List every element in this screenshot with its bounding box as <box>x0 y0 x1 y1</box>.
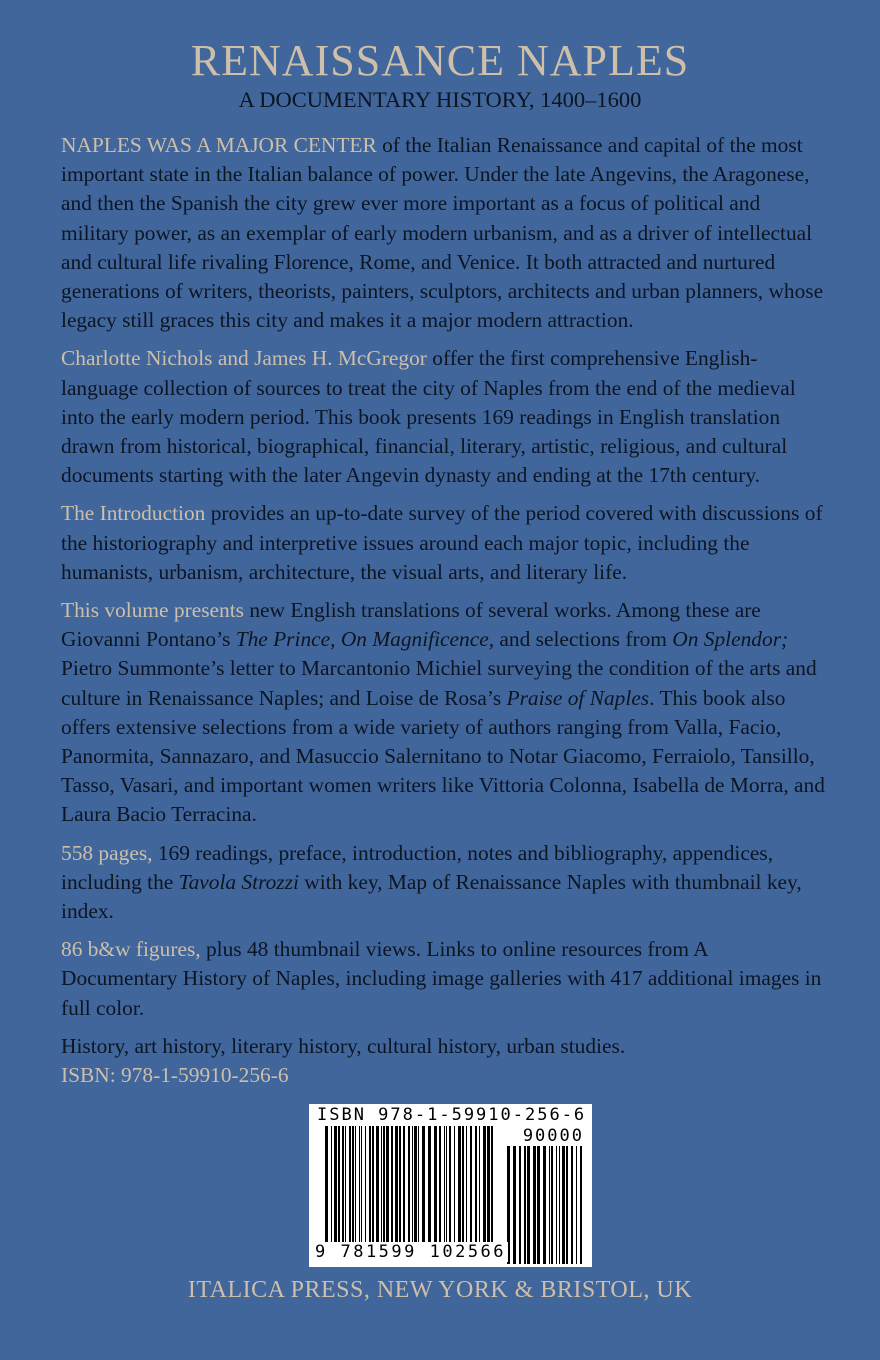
barcode-bar <box>434 1126 437 1246</box>
barcode-bar <box>566 1146 568 1264</box>
barcode-bar <box>551 1146 553 1264</box>
barcode-bar <box>562 1146 565 1264</box>
paragraph-volume <box>61 596 825 830</box>
paragraph-text: and selections from <box>494 627 673 652</box>
book-title: RENAISSANCE NAPLES <box>190 36 690 85</box>
barcode-bar <box>325 1126 328 1246</box>
barcode-bar <box>576 1146 577 1264</box>
barcode-bar <box>483 1126 486 1246</box>
work-title: The Prince, On Magnificence, <box>235 627 495 652</box>
barcode-bar <box>446 1126 447 1246</box>
barcode-bar <box>475 1126 477 1246</box>
barcode-bar <box>349 1126 351 1246</box>
barcode-bar <box>334 1126 337 1246</box>
barcode-bar <box>487 1126 490 1246</box>
lead-phrase: This volume presents <box>61 598 244 623</box>
lead-phrase: The Introduction <box>61 501 206 526</box>
barcode-digits: 9 781599 102566 <box>315 1242 507 1262</box>
paragraph-figures <box>61 935 825 1023</box>
barcode-addon-bars <box>507 1146 585 1264</box>
barcode-bar <box>580 1146 582 1264</box>
barcode-bar <box>414 1126 417 1246</box>
barcode-bar <box>369 1126 371 1246</box>
barcode-bar <box>391 1126 393 1246</box>
paragraph-introduction <box>61 499 825 587</box>
barcode-bar <box>571 1146 573 1264</box>
barcode-bar <box>454 1126 455 1246</box>
barcode-bar <box>524 1146 526 1264</box>
barcode-bar <box>470 1126 472 1246</box>
barcode-bar <box>519 1146 521 1264</box>
barcode-bar <box>428 1126 431 1246</box>
barcode-bar <box>331 1126 332 1246</box>
paragraph-text: History, art history, literary history, cultural history, urban studies. <box>61 1033 626 1058</box>
barcode-bar <box>338 1126 340 1246</box>
barcode-price-code: 90000 <box>522 1126 584 1146</box>
barcode-bar <box>462 1126 464 1246</box>
barcode-bar <box>386 1126 389 1246</box>
barcode-bar <box>412 1126 413 1246</box>
barcode-bar <box>559 1146 560 1264</box>
work-title: Praise of Naples <box>506 685 650 710</box>
barcode-bar <box>359 1126 360 1246</box>
lead-phrase: 558 pages, <box>61 840 153 865</box>
barcode-bar <box>361 1126 362 1246</box>
barcode-bar <box>345 1126 346 1246</box>
paragraph-text: plus 48 thumbnail views. Links to online resources from A Documentary History of Naples, including image galleries with 417 additional images in full color. <box>61 937 822 1020</box>
blurb-body <box>61 131 825 1099</box>
barcode-bar <box>342 1126 344 1246</box>
barcode-bar <box>422 1126 425 1246</box>
paragraph-text: offer the first comprehensive English-language collection of sources to treat the city of Naples from the end of the medieval into the early modern period. This book presents 169 readings in English translation drawn from historical, biographical, financial, literary, artistic, religious, and cultural documents starting with the later Angevin dynasty and ending at the 17th century. <box>61 346 796 488</box>
barcode-bar <box>399 1126 401 1246</box>
publisher-imprint: ITALICA PRESS, NEW YORK & BRISTOL, UK <box>187 1277 693 1303</box>
barcode-bar <box>408 1126 410 1246</box>
barcode-bar <box>466 1126 467 1246</box>
barcode-bar <box>372 1126 374 1246</box>
barcode-bar <box>418 1126 419 1246</box>
lead-phrase: NAPLES WAS A MAJOR CENTER <box>61 133 377 157</box>
barcode-bar <box>381 1126 382 1246</box>
paragraph-subjects <box>61 1032 825 1061</box>
barcode-bar <box>395 1126 398 1246</box>
work-title: On Splendor; <box>672 627 789 652</box>
barcode-bar <box>444 1126 445 1246</box>
barcode-bar <box>376 1126 379 1246</box>
barcode-bar <box>403 1126 405 1246</box>
paragraph-text: with key, Map of Renaissance Naples with thumbnail key, index. <box>61 869 802 924</box>
barcode-bar <box>533 1146 536 1264</box>
book-subtitle: A DOCUMENTARY HISTORY, 1400–1600 <box>238 87 642 112</box>
barcode-bar <box>365 1126 366 1246</box>
paragraph-overview <box>61 131 825 335</box>
work-title: Tavola Strozzi <box>178 869 299 894</box>
barcode-bar <box>355 1126 356 1246</box>
isbn-barcode <box>309 1104 592 1267</box>
barcode-isbn-label: ISBN 978-1-59910-256-6 <box>317 1105 587 1125</box>
paragraph-text: new English translations of several works. Among these are Giovanni Pontano’s <box>61 598 761 652</box>
barcode-bar <box>527 1146 530 1264</box>
barcode-bar <box>491 1126 493 1246</box>
barcode-bar <box>449 1126 451 1246</box>
barcode-bar <box>458 1126 461 1246</box>
paragraph-authors <box>61 344 825 490</box>
paragraph-text: provides an up-to-date survey of the period covered with discussions of the historiography and interpretive issues around each major topic, including the humanists, urbanism, architecture, the visual arts, and literary life. <box>61 501 823 584</box>
barcode-bar <box>543 1146 546 1264</box>
barcode-main-bars <box>325 1126 495 1246</box>
lead-phrase: Charlotte Nichols and James H. McGregor <box>61 346 427 371</box>
paragraph-text: 169 readings, preface, introduction, notes and bibliography, appendices, including the <box>61 840 774 894</box>
barcode-bar <box>352 1126 354 1246</box>
paragraph-text: . This book also offers extensive selections from a wide variety of authors ranging from Valla, Facio, Panormita, Sannazaro, and Masuccio Salernitano to Notar Giacomo, Ferraiolo, Tansillo, Tasso, Vasari, and important women writers like Vittoria Colonna, Isabella de Morra, and Laura Bacio Terracina. <box>61 685 825 827</box>
barcode-bar <box>439 1126 441 1246</box>
paragraph-text: Pietro Summonte’s letter to Marcantonio Michiel surveying the condition of the arts and culture in Renaissance Naples; and Loise de Rosa’s <box>61 656 817 710</box>
barcode-bar <box>383 1126 385 1246</box>
barcode-bar <box>537 1146 540 1264</box>
paragraph-text: of the Italian Renaissance and capital of the most important state in the Italian balance of power. Under the late Angevins, the Aragonese, and then the Spanish the city grew ever more important as a focus of political and military power, as an exemplar of early modern urbanism, and as a driver of intellectual and cultural life rivaling Florence, Rome, and Venice. It both attracted and nurtured generations of writers, theorists, painters, sculptors, architects and urban planners, whose legacy still graces this city and makes it a major modern attraction. <box>61 133 824 333</box>
lead-phrase: 86 b&w figures, <box>61 937 201 962</box>
barcode-bar <box>513 1146 516 1264</box>
barcode-bar <box>556 1146 557 1264</box>
isbn-text: ISBN: 978-1-59910-256-6 <box>61 1063 289 1088</box>
barcode-bar <box>479 1126 480 1246</box>
barcode-bar <box>549 1146 550 1264</box>
paragraph-pages <box>61 839 825 927</box>
